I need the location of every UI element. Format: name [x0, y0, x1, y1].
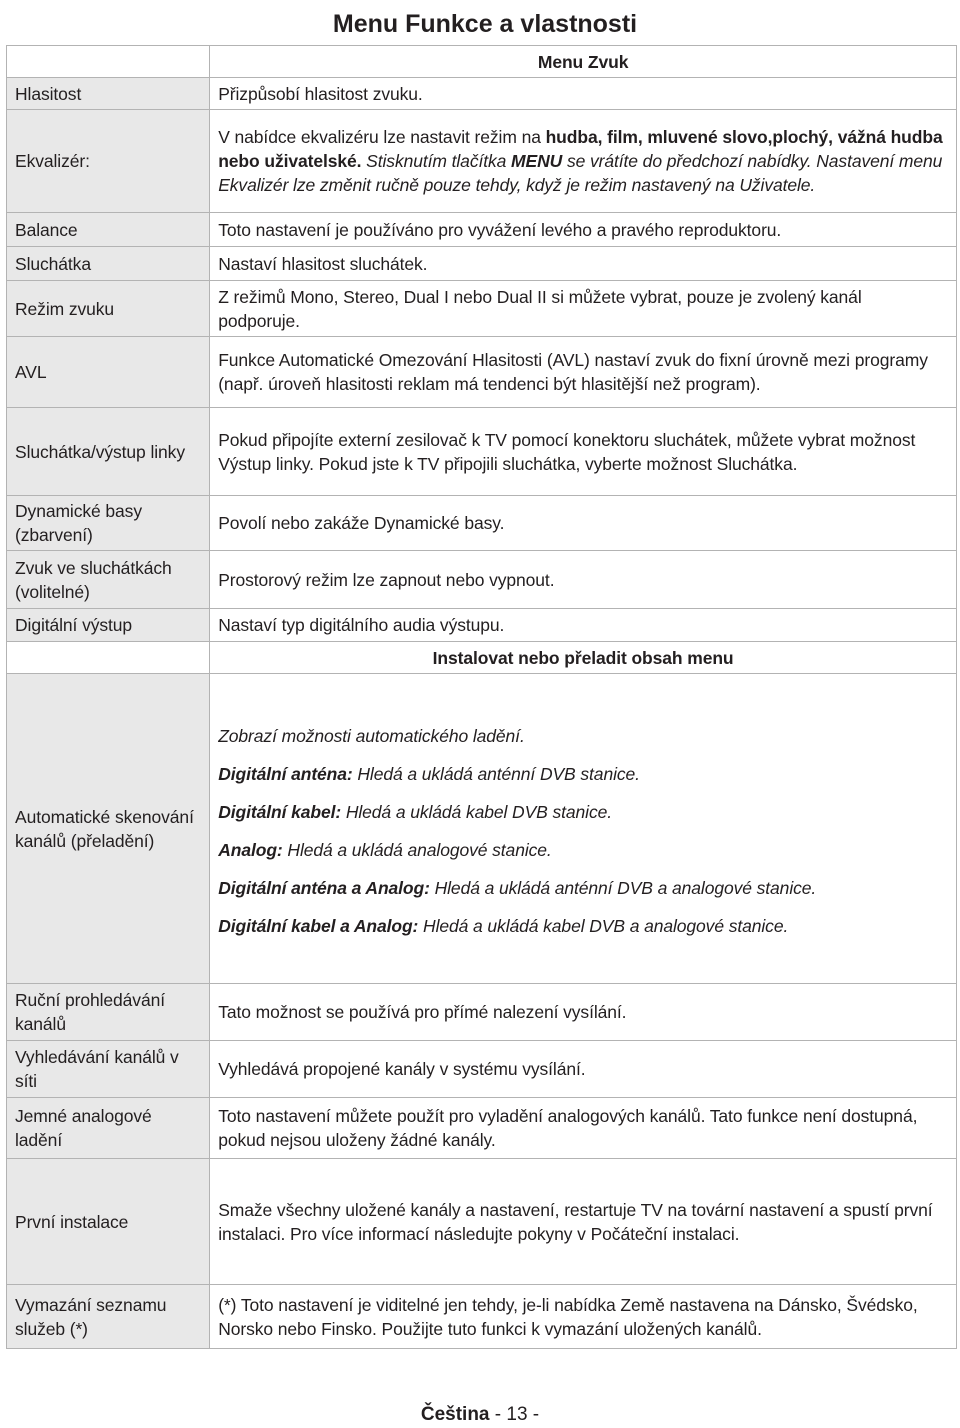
table-row [7, 1159, 957, 1285]
row-label: Zvuk ve sluchátkách (volitelné) [7, 551, 210, 609]
option-text: Hledá a ukládá anténní DVB a analogové stanice. [429, 877, 817, 898]
option-term: Digitální anténa: [218, 763, 353, 784]
row-label: Automatické skenování kanálů (přeladění) [7, 674, 210, 984]
header-spacer [7, 46, 210, 78]
table-row [7, 281, 957, 337]
row-description: Přizpůsobí hlasitost zvuku. [210, 78, 957, 110]
row-label: Režim zvuku [7, 281, 210, 337]
auto-scan-option [218, 907, 948, 945]
row-description: Nastaví typ digitálního audia výstupu. [210, 609, 957, 642]
row-description: Smaže všechny uložené kanály a nastavení, restartuje TV na tovární nastavení a spustí první instalaci. Pro více informací následujte pokyny v Počáteční instalaci. [210, 1159, 957, 1285]
page-number: - 13 - [489, 1404, 540, 1425]
row-label: Digitální výstup [7, 609, 210, 642]
row-description: Pokud připojíte externí zesilovač k TV pomocí konektoru sluchátek, můžete vybrat možnost Výstup linky. Pokud jste k TV připojili sluchátka, vyberte možnost Sluchátka. [210, 408, 957, 496]
section-header-sound: Menu Zvuk [210, 46, 957, 78]
option-term: Digitální kabel: [218, 801, 342, 822]
option-text: Hledá a ukládá kabel DVB stanice. [341, 801, 613, 822]
table-row [7, 337, 957, 408]
option-text: Hledá a ukládá analogové stanice. [282, 839, 552, 860]
row-label: Ekvalizér: [7, 110, 210, 213]
equalizer-text-part: Stisknutím tlačítka [361, 151, 512, 171]
page-title: Menu Funkce a vlastnosti [332, 10, 638, 38]
table-row [7, 213, 957, 247]
option-term: Digitální kabel a Analog: [218, 915, 419, 936]
section-header-row [7, 642, 957, 674]
option-term: Digitální anténa a Analog: [218, 877, 430, 898]
footer-language: Čeština [420, 1404, 490, 1425]
row-description: Povolí nebo zakáže Dynamické basy. [210, 496, 957, 551]
row-description: Prostorový režim lze zapnout nebo vypnout. [210, 551, 957, 609]
table-row [7, 1098, 957, 1159]
row-description: Toto nastavení můžete použít pro vyladění analogových kanálů. Tato funkce není dostupná, pokud nejsou uloženy žádné kanály. [210, 1098, 957, 1159]
auto-scan-option [218, 869, 948, 907]
menu-key-name: MENU [511, 151, 563, 171]
auto-scan-intro: Zobrazí možnosti automatického ladění. [218, 725, 525, 746]
row-description: Vyhledává propojené kanály v systému vysílání. [210, 1041, 957, 1098]
option-text: Hledá a ukládá anténní DVB stanice. [352, 763, 640, 784]
row-label: Sluchátka/výstup linky [7, 408, 210, 496]
table-row [7, 551, 957, 609]
row-description: Z režimů Mono, Stereo, Dual I nebo Dual II si můžete vybrat, pouze je zvolený kanál podporuje. [210, 281, 957, 337]
table-row [7, 674, 957, 984]
equalizer-modes: hudba, film, mluvené slovo,plochý, vážná hudba nebo uživatelské. [218, 127, 943, 171]
row-label: AVL [7, 337, 210, 408]
table-row [7, 984, 957, 1041]
equalizer-text-part: V nabídce ekvalizéru lze nastavit režim na [218, 127, 546, 147]
table-row [7, 609, 957, 642]
row-label: Hlasitost [7, 78, 210, 110]
row-label: Ruční prohledávání kanálů [7, 984, 210, 1041]
row-label: Dynamické basy (zbarvení) [7, 496, 210, 551]
row-label: Vyhledávání kanálů v síti [7, 1041, 210, 1098]
table-row [7, 110, 957, 213]
auto-scan-option [218, 755, 948, 793]
table-row [7, 247, 957, 281]
table-row [7, 1285, 957, 1349]
row-description: Tato možnost se používá pro přímé nalezení vysílání. [210, 984, 957, 1041]
table-row [7, 78, 957, 110]
row-label: Balance [7, 213, 210, 247]
row-label: První instalace [7, 1159, 210, 1285]
row-description: Funkce Automatické Omezování Hlasitosti (AVL) nastaví zvuk do fixní úrovně mezi programy (např. úroveň hlasitosti reklam má tendenci být hlasitější než program). [210, 337, 957, 408]
menu-features-table [6, 45, 957, 1349]
row-description [210, 674, 957, 984]
table-row [7, 496, 957, 551]
row-description: Nastaví hlasitost sluchátek. [210, 247, 957, 281]
table-row [7, 408, 957, 496]
auto-scan-option [218, 793, 948, 831]
header-spacer [7, 642, 210, 674]
table-row [7, 1041, 957, 1098]
option-text: Hledá a ukládá kabel DVB a analogové stanice. [418, 915, 789, 936]
row-description [210, 110, 957, 213]
section-header-install: Instalovat nebo přeladit obsah menu [210, 642, 957, 674]
equalizer-text-part: se vrátíte do předchozí nabídky. Nastavení menu Ekvalizér lze změnit ručně pouze tehdy, když je režim nastavený na Uživatele. [218, 151, 943, 195]
page-footer [0, 1402, 960, 1428]
section-header-row [7, 46, 957, 78]
row-label: Jemné analogové ladění [7, 1098, 210, 1159]
row-label: Vymazání seznamu služeb (*) [7, 1285, 210, 1349]
option-term: Analog: [218, 839, 283, 860]
auto-scan-option [218, 831, 948, 869]
row-description: (*) Toto nastavení je viditelné jen tehdy, je-li nabídka Země nastavena na Dánsko, Švédsko, Norsko nebo Finsko. Použijte tuto funkci k vymazání uložených kanálů. [210, 1285, 957, 1349]
row-label: Sluchátka [7, 247, 210, 281]
row-description: Toto nastavení je používáno pro vyvážení levého a pravého reproduktoru. [210, 213, 957, 247]
